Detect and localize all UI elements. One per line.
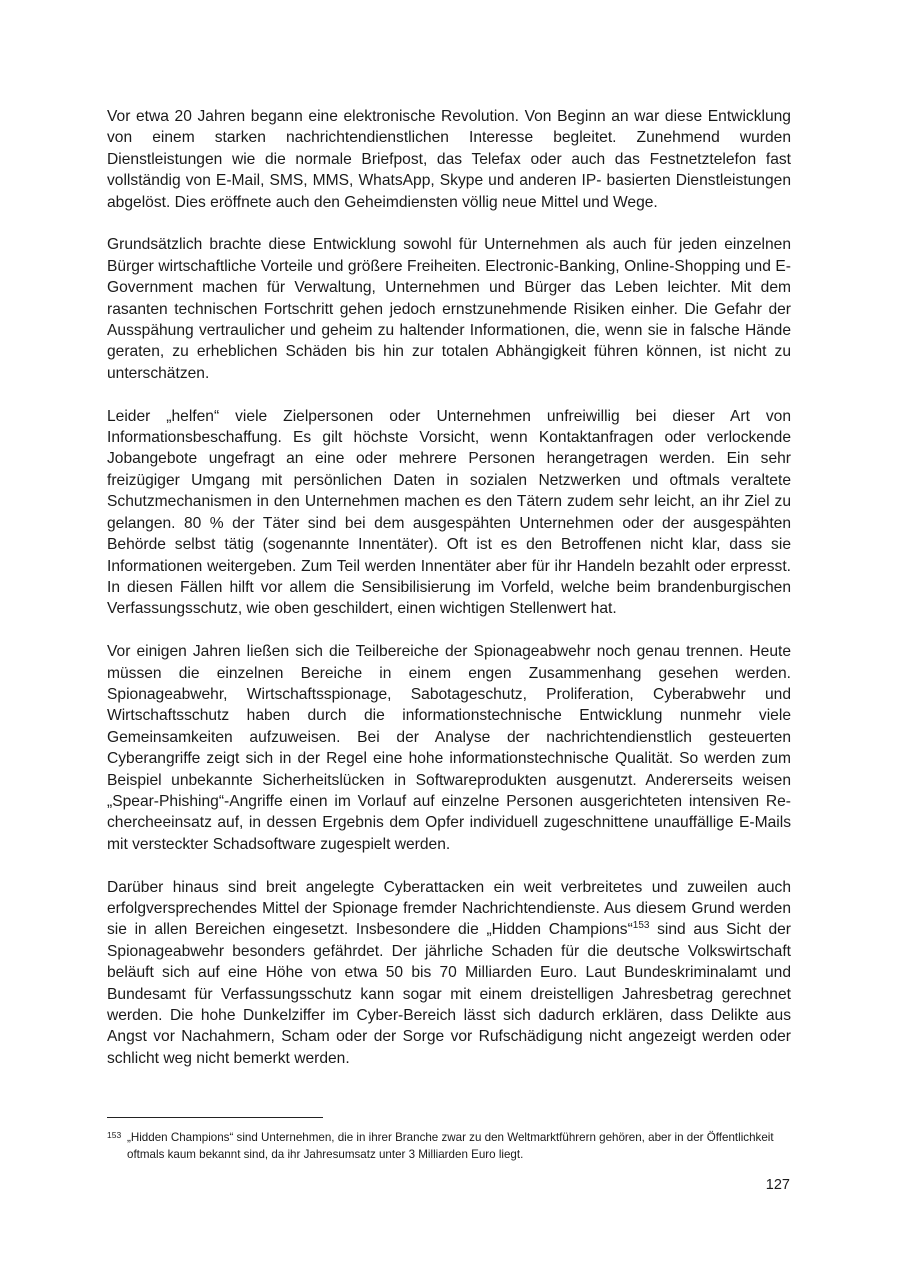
paragraph-5 [107,877,791,1070]
paragraph-3: Leider „helfen“ viele Zielpersonen oder Unternehmen unfreiwillig bei dieser Art von Informationsbeschaffung. Es gilt höchste Vorsicht, wenn Kontaktanfragen oder verlockende Jobangebote ungefragt an eine oder mehrere Personen herangetragen werden. Ein sehr freizügiger Umgang mit persönlichen Daten in sozialen Netzwerken und oftmals veraltete Schutzmechanismen in den Unternehmen machen es den Tätern zudem sehr leicht, an ihr Ziel zu gelangen. 80 % der Täter sind bei dem ausgespähten Unternehmen oder der ausgespähten Behörde selbst tätig (sogenannte Innentäter). Oft ist es den Betroffenen nicht klar, dass sie Informationen weitergeben. Zum Teil werden Innentäter aber für ihr Handeln bezahlt oder erpresst. In diesen Fällen hilft vor allem die Sensibilisierung im Vorfeld, welche beim brandenburgischen Verfassungsschutz, wie oben geschildert, einen wichtigen Stellenwert hat. [107,407,791,618]
footnote-separator [107,1117,323,1118]
footnote [107,1127,791,1164]
body-text [107,106,791,1091]
footnote-number: 153 [107,1130,122,1140]
page-number: 127 [765,1177,790,1193]
footnote-text: „Hidden Champions“ sind Unternehmen, die in ihrer Branche zwar zu den Weltmarktführern gehören, aber in der Öffentlichkeit oftmals kaum bekannt sind, da ihr Jahresumsatz unter 3 Milliarden Euro liegt. [127,1131,774,1162]
paragraph-1: Vor etwa 20 Jahren begann eine elektronische Revolution. Von Beginn an war diese Entwicklung von einem starken nachrichtendienstlichen Interesse begleitet. Zunehmend wurden Dienstleistungen wie die normale Briefpost, das Telefax oder auch das Festnetztelefon fast vollständig von E-Mail, SMS, MMS, WhatsApp, Skype und anderen IP- basierten Dienstleistungen abgelöst. Dies eröffnete auch den Geheimdiensten völlig neue Mittel und Wege. [107,108,791,211]
paragraph-2: Grundsätzlich brachte diese Entwicklung sowohl für Unternehmen als auch für jeden einzelnen Bürger wirtschaftliche Vorteile und größere Freiheiten. Electronic-Banking, Online-Shopping und E-Government machen für Verwaltung, Unternehmen und Bürger das Leben leichter. Mit dem rasanten technischen Fortschritt gehen jedoch ernstzunehmende Risiken einher. Die Gefahr der Ausspähung vertraulicher und geheim zu haltender Informationen, die, wenn sie in falsche Hände geraten, zu erheblichen Schäden bis hin zur totalen Abhängigkeit führen können, ist nicht zu unterschätzen. [107,236,791,382]
paragraph-5-part-2: sind aus Sicht der Spionageabwehr besonders gefährdet. Der jährliche Schaden für die deutsche Volkswirtschaft beläuft sich auf eine Höhe von etwa 50 bis 70 Milliarden Euro. Laut Bundeskriminalamt und Bundesamt für Verfassungsschutz kann sogar mit einem dreistelligen Jahresbetrag gerechnet werden. Die hohe Dunkelziffer im Cyber-Bereich lässt sich dadurch erklären, dass Delikte aus Angst vor Nachahmern, Scham oder der Sorge vor Rufschädigung nicht angezeigt werden oder schlicht weg nicht bemerkt werden. [107,921,791,1067]
paragraph-4: Vor einigen Jahren ließen sich die Teilbereiche der Spionageabwehr noch genau trennen. Heute müssen die einzelnen Bereiche in einem engen Zusammenhang gesehen werden. Spionageabwehr, Wirtschaftsspionage, Sabotageschutz, Proliferation, Cyberabwehr und Wirtschaftsschutz haben durch die informationstechnische Entwicklung nunmehr viele Gemeinsamkeiten aufzuweisen. Bei der Analyse der nachrichtendienstlich gesteuerten Cyberangriffe zeigt sich in der Regel eine hohe informationstechnische Qualität. So werden zum Beispiel unbekannte Sicherheitslücken in Softwareprodukten ausgenutzt. Andererseits weisen „Spear-Phishing“-Angriffe einen im Vorlauf auf einzelne Personen ausgerichteten intensiven Rechercheeinsatz auf, in dessen Ergebnis dem Opfer individuell zugeschnittene unauffällige E-Mails mit versteckter Schadsoftware zugespielt werden. [107,643,791,853]
paragraph-5-part-1: Darüber hinaus sind breit angelegte Cyberattacken ein weit verbreitetes und zuweilen auch erfolgversprechendes Mittel der Spionage fremder Nachrichtendienste. Aus diesem Grund werden sie in allen Bereichen eingesetzt. Insbesondere die „Hidden Champions“ [107,878,791,939]
footnote-reference: 153 [632,920,650,932]
